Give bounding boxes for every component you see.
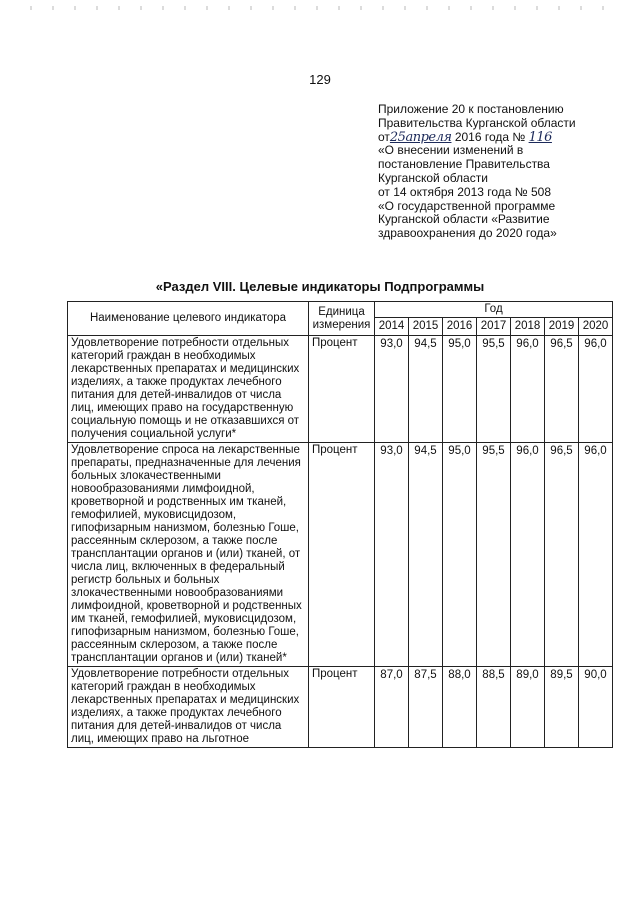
header-year-2018: 2018 xyxy=(511,318,545,336)
indicator-unit: Процент xyxy=(309,667,375,748)
appendix-line-8: «О государственной программе xyxy=(378,198,556,213)
value-cell: 96,5 xyxy=(545,336,579,443)
header-year-2019: 2019 xyxy=(545,318,579,336)
table-row xyxy=(68,443,613,667)
value-cell: 93,0 xyxy=(375,336,409,443)
value-cell: 95,0 xyxy=(443,336,477,443)
value-cell: 87,0 xyxy=(375,667,409,748)
indicator-unit: Процент xyxy=(309,443,375,667)
handwritten-date: 25апреля xyxy=(389,129,452,145)
appendix-line-1: Приложение 20 к постановлению xyxy=(378,102,564,116)
table-row xyxy=(68,667,613,748)
appendix-line-6: Курганской области xyxy=(378,170,488,185)
appendix-date-line xyxy=(378,131,628,145)
value-cell: 96,5 xyxy=(545,443,579,667)
table-row xyxy=(68,336,613,443)
appendix-line-10: здравоохранения до 2020 года» xyxy=(378,226,557,241)
appendix-line-4: «О внесении изменений в xyxy=(378,143,524,158)
appendix-line-5: постановление Правительства xyxy=(378,157,550,172)
value-cell: 96,0 xyxy=(511,336,545,443)
value-cell: 87,5 xyxy=(409,667,443,748)
section-heading: «Раздел VIII. Целевые индикаторы Подпрограммы xyxy=(155,279,485,294)
header-indicator-name: Наименование целевого индикатора xyxy=(68,302,309,336)
indicator-name: Удовлетворение потребности отдельных категорий граждан в необходимых лекарственных препаратах и медицинских изделиях, а также продуктах лечебного питания для детей-инвалидов от числа лиц, имеющих право на льготное xyxy=(68,667,309,748)
scan-artifact-dots xyxy=(30,6,620,10)
header-year: Год xyxy=(375,302,613,318)
header-year-2014: 2014 xyxy=(375,318,409,336)
appendix-header xyxy=(378,103,628,241)
indicator-name: Удовлетворение потребности отдельных категорий граждан в необходимых лекарственных препаратах и медицинских изделиях, а также продуктах лечебного питания для детей-инвалидов от числа лиц, имеющих право на государственную социальную помощь и не отказавшихся от получения социальной услуги* xyxy=(68,336,309,443)
value-cell: 88,0 xyxy=(443,667,477,748)
value-cell: 95,5 xyxy=(477,443,511,667)
value-cell: 95,5 xyxy=(477,336,511,443)
value-cell: 89,5 xyxy=(545,667,579,748)
header-unit: Единица измерения xyxy=(309,302,375,336)
appendix-line-7: от 14 октября 2013 года № 508 xyxy=(378,184,552,199)
table-header-row xyxy=(68,302,613,318)
header-year-2017: 2017 xyxy=(477,318,511,336)
handwritten-number: 116 xyxy=(528,129,552,145)
value-cell: 96,0 xyxy=(579,336,613,443)
header-year-2020: 2020 xyxy=(579,318,613,336)
value-cell: 89,0 xyxy=(511,667,545,748)
header-year-2015: 2015 xyxy=(409,318,443,336)
appendix-line-9: Курганской области «Развитие xyxy=(378,212,550,227)
value-cell: 95,0 xyxy=(443,443,477,667)
value-cell: 96,0 xyxy=(511,443,545,667)
value-cell: 96,0 xyxy=(579,443,613,667)
appendix-line-2: Правительства Курганской области xyxy=(378,115,576,130)
header-year-2016: 2016 xyxy=(443,318,477,336)
value-cell: 94,5 xyxy=(409,443,443,667)
page-number: 129 xyxy=(309,72,331,87)
date-suffix: 2016 года № xyxy=(454,129,526,144)
indicators-table xyxy=(67,301,613,748)
value-cell: 93,0 xyxy=(375,443,409,667)
value-cell: 88,5 xyxy=(477,667,511,748)
value-cell: 94,5 xyxy=(409,336,443,443)
value-cell: 90,0 xyxy=(579,667,613,748)
indicator-name: Удовлетворение спроса на лекарственные препараты, предназначенные для лечения больных злокачественными новообразованиями лимфоидной, кроветворной и родственных им тканей, гемофилией, муковисцидозом, гипофизарным нанизмом, болезнью Гоше, рассеянным склерозом, а также после трансплантации органов и (или) тканей, от числа лиц, включенных в федеральный регистр больных и больных злокачественными новообразованиями лимфоидной, кроветворной и родственных им тканей, гемофилией, муковисцидозом, гипофизарным нанизмом, болезнью Гоше, рассеянным склерозом, а также после трансплантации органов и (или) тканей* xyxy=(68,443,309,667)
indicator-unit: Процент xyxy=(309,336,375,443)
date-prefix: от xyxy=(378,129,390,144)
